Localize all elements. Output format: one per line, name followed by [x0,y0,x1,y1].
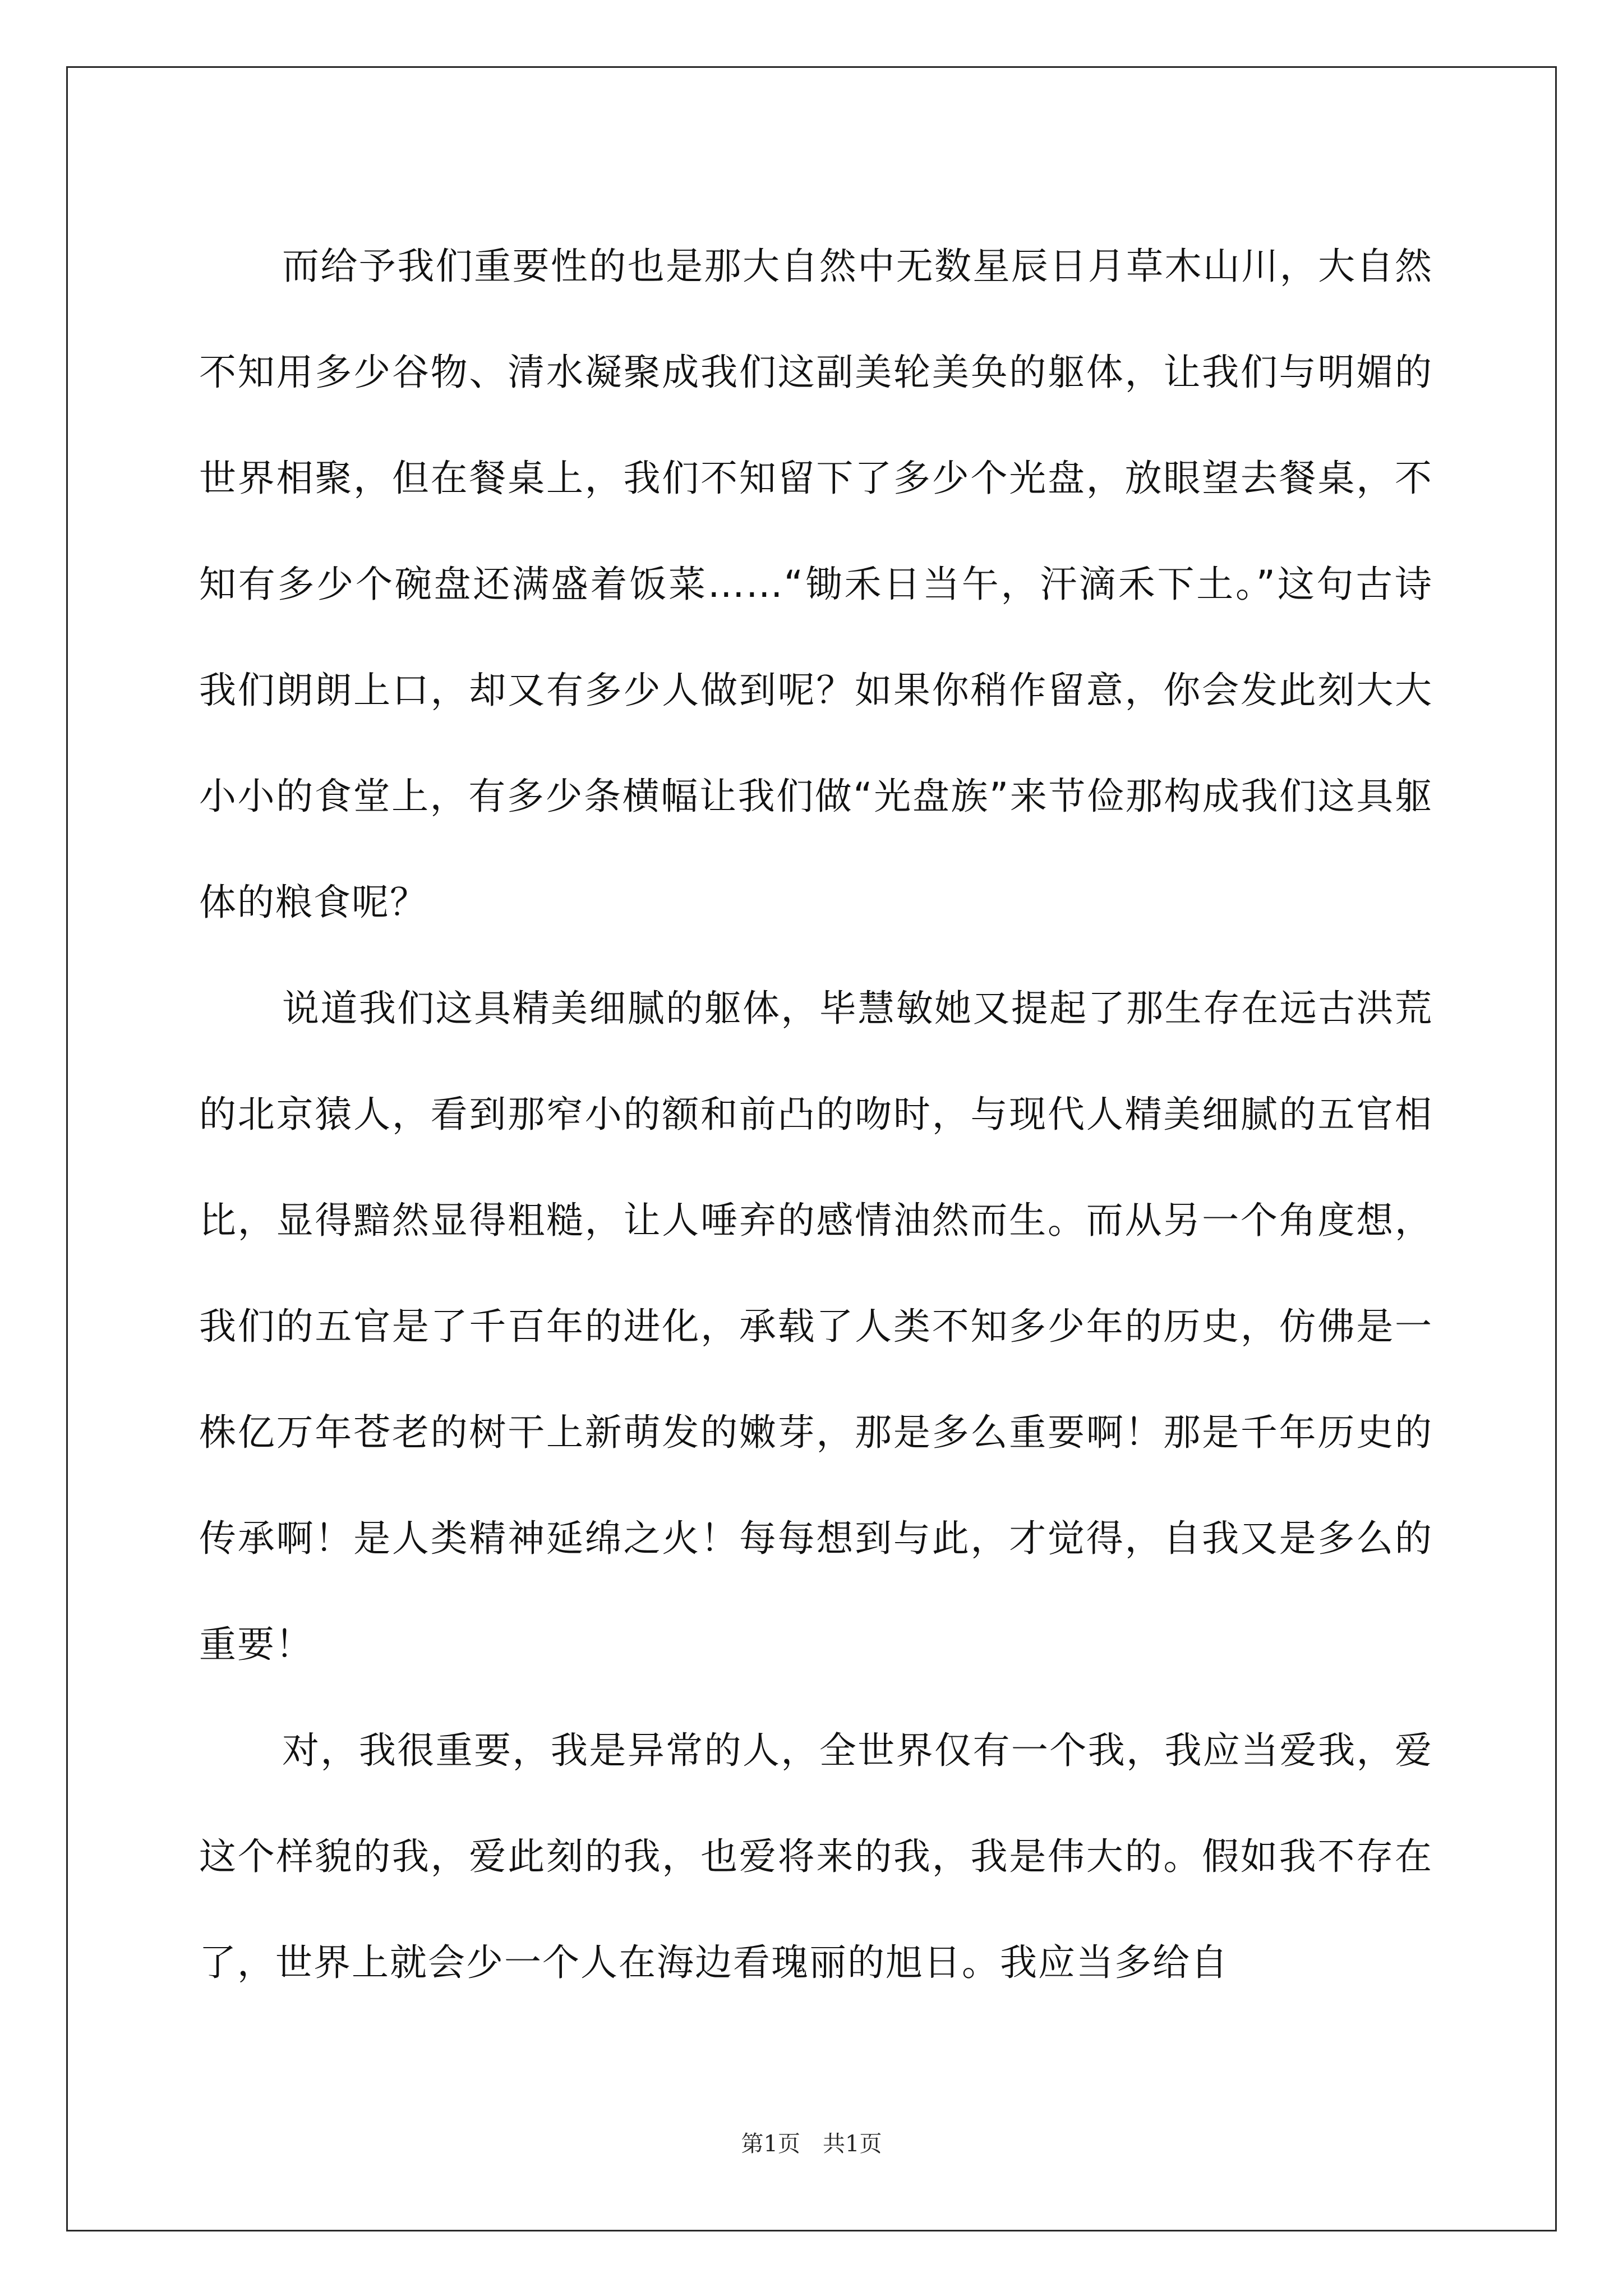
page-footer [0,2126,1623,2158]
document-body [199,213,1433,2016]
paragraph-2: 说道我们这具精美细腻的躯体，毕慧敏她又提起了那生存在远古洪荒的北京猿人，看到那窄小的额和前凸的吻时，与现代人精美细腻的五官相比，显得黯然显得粗糙，让人唾弃的感情油然而生。而从另一个角度想，我们的五官是了千百年的进化，承载了人类不知多少年的历史，仿佛是一株亿万年苍老的树干上新萌发的嫩芽，那是多么重要啊！那是千年历史的传承啊！是人类精神延绵之火！每每想到与此，才觉得，自我又是多么的重要！ [199,987,1433,1666]
paragraph-1: 而给予我们重要性的也是那大自然中无数星辰日月草木山川，大自然不知用多少谷物、清水凝聚成我们这副美轮美奂的躯体，让我们与明媚的世界相聚，但在餐桌上，我们不知留下了多少个光盘，放眼望去餐桌，不知有多少个碗盘还满盛着饭菜……“锄禾日当午，汗滴禾下土。”这句古诗我们朗朗上口，却又有多少人做到呢？如果你稍作留意，你会发此刻大大小小的食堂上，有多少条横幅让我们做“光盘族”来节俭那构成我们这具躯体的粮食呢？ [199,245,1433,924]
paragraph-3: 对，我很重要，我是异常的人，全世界仅有一个我，我应当爱我，爱这个样貌的我，爱此刻的我，也爱将来的我，我是伟大的。假如我不存在了，世界上就会少一个人在海边看瑰丽的旭日。我应当多给自 [199,1729,1433,1984]
page-number: 第1页 共1页 [741,2131,882,2157]
